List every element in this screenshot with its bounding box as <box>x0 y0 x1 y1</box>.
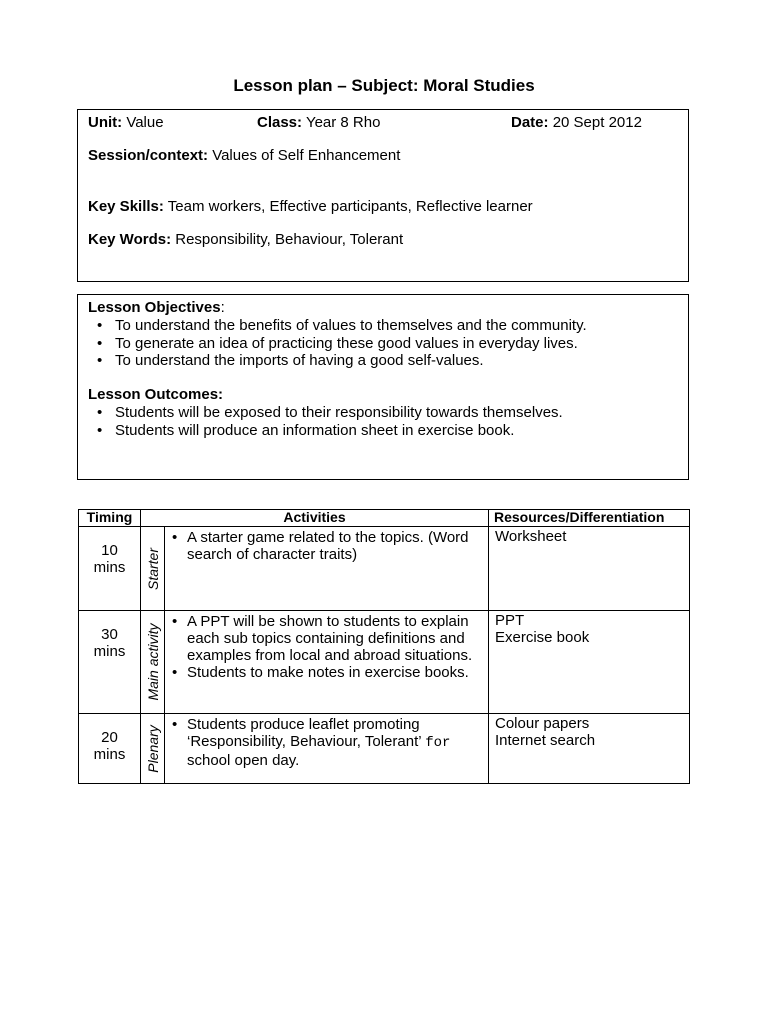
timing-cell <box>79 714 141 784</box>
list-item: • Students will produce an information sheet in exercise book. <box>88 422 563 440</box>
list-item: • To understand the benefits of values to themselves and the community. <box>88 317 587 335</box>
resource-item: Exercise book <box>495 629 590 646</box>
date-value: 20 Sept 2012 <box>552 114 642 131</box>
list-item <box>165 716 488 769</box>
timing-unit: mins <box>93 643 126 660</box>
resources-cell <box>489 714 690 784</box>
lesson-plan-table <box>78 509 690 784</box>
list-item: • To generate an idea of practicing these good values in everyday lives. <box>88 335 587 353</box>
timing-value: 10 <box>101 542 118 559</box>
timing-value: 20 <box>101 729 118 746</box>
timing-cell <box>79 611 141 714</box>
session-label: Session/context: <box>88 147 209 164</box>
lesson-info-box <box>77 109 689 282</box>
activity-text: Students produce leaflet promoting ‘Responsibility, Behaviour, Tolerant’ <box>187 716 422 750</box>
key-skills-label: Key Skills: <box>88 198 164 215</box>
class-field <box>257 114 380 131</box>
phase-label: Main activity <box>144 623 161 701</box>
objectives-colon: : <box>220 299 225 316</box>
unit-value: Value <box>126 114 164 131</box>
date-label: Date: <box>511 114 549 131</box>
session-field <box>88 147 400 164</box>
outcomes-list <box>88 404 563 439</box>
objectives-heading <box>88 299 225 316</box>
objectives-list <box>88 317 587 370</box>
key-words-label: Key Words: <box>88 231 172 248</box>
resources-header: Resources/Differentiation <box>489 510 690 527</box>
activity-text-mono: for <box>425 735 451 751</box>
page-title: Lesson plan – Subject: Moral Studies <box>233 76 535 95</box>
phase-cell <box>141 527 165 611</box>
list-item: • A starter game related to the topics. (Word search of character traits) <box>165 529 488 563</box>
unit-label: Unit: <box>88 114 123 131</box>
phase-cell <box>141 611 165 714</box>
key-skills-value: Team workers, Effective participants, Reflective learner <box>167 198 533 215</box>
resource-item: Worksheet <box>495 528 567 545</box>
activities-cell <box>165 714 489 784</box>
timing-value: 30 <box>101 626 118 643</box>
timing-cell <box>79 527 141 611</box>
list-item: • To understand the imports of having a good self-values. <box>88 352 587 370</box>
activities-cell <box>165 611 489 714</box>
timing-unit: mins <box>93 746 126 763</box>
outcomes-heading <box>88 386 223 403</box>
timing-header: Timing <box>79 510 141 527</box>
table-header-row <box>79 510 690 527</box>
class-value: Year 8 Rho <box>305 114 381 131</box>
phase-label: Starter <box>144 547 161 590</box>
list-item: • Students will be exposed to their responsibility towards themselves. <box>88 404 563 422</box>
list-item: • Students to make notes in exercise books. <box>165 664 488 681</box>
objectives-outcomes-box <box>77 294 689 480</box>
timing-unit: mins <box>93 559 126 576</box>
table-row <box>79 527 690 611</box>
activities-header: Activities <box>141 510 489 527</box>
table-row <box>79 611 690 714</box>
phase-cell <box>141 714 165 784</box>
outcomes-heading-text: Lesson Outcomes: <box>88 386 224 403</box>
resource-item: Colour papers <box>495 715 590 732</box>
key-words-value: Responsibility, Behaviour, Tolerant <box>175 231 404 248</box>
key-skills-field <box>88 198 533 215</box>
session-value: Values of Self Enhancement <box>212 147 401 164</box>
date-field <box>511 114 642 131</box>
resources-cell <box>489 527 690 611</box>
class-label: Class: <box>257 114 303 131</box>
resource-item: Internet search <box>495 732 596 749</box>
activity-text-end: school open day. <box>187 752 300 769</box>
list-item: • A PPT will be shown to students to explain each sub topics containing definitions and examples from local and abroad situations. <box>165 613 488 664</box>
resources-cell <box>489 611 690 714</box>
resource-item: PPT <box>495 612 525 629</box>
phase-label: Plenary <box>144 724 161 773</box>
table-row <box>79 714 690 784</box>
key-words-field <box>88 231 403 248</box>
activities-cell <box>165 527 489 611</box>
unit-field <box>88 114 164 131</box>
objectives-heading-text: Lesson Objectives <box>88 299 221 316</box>
